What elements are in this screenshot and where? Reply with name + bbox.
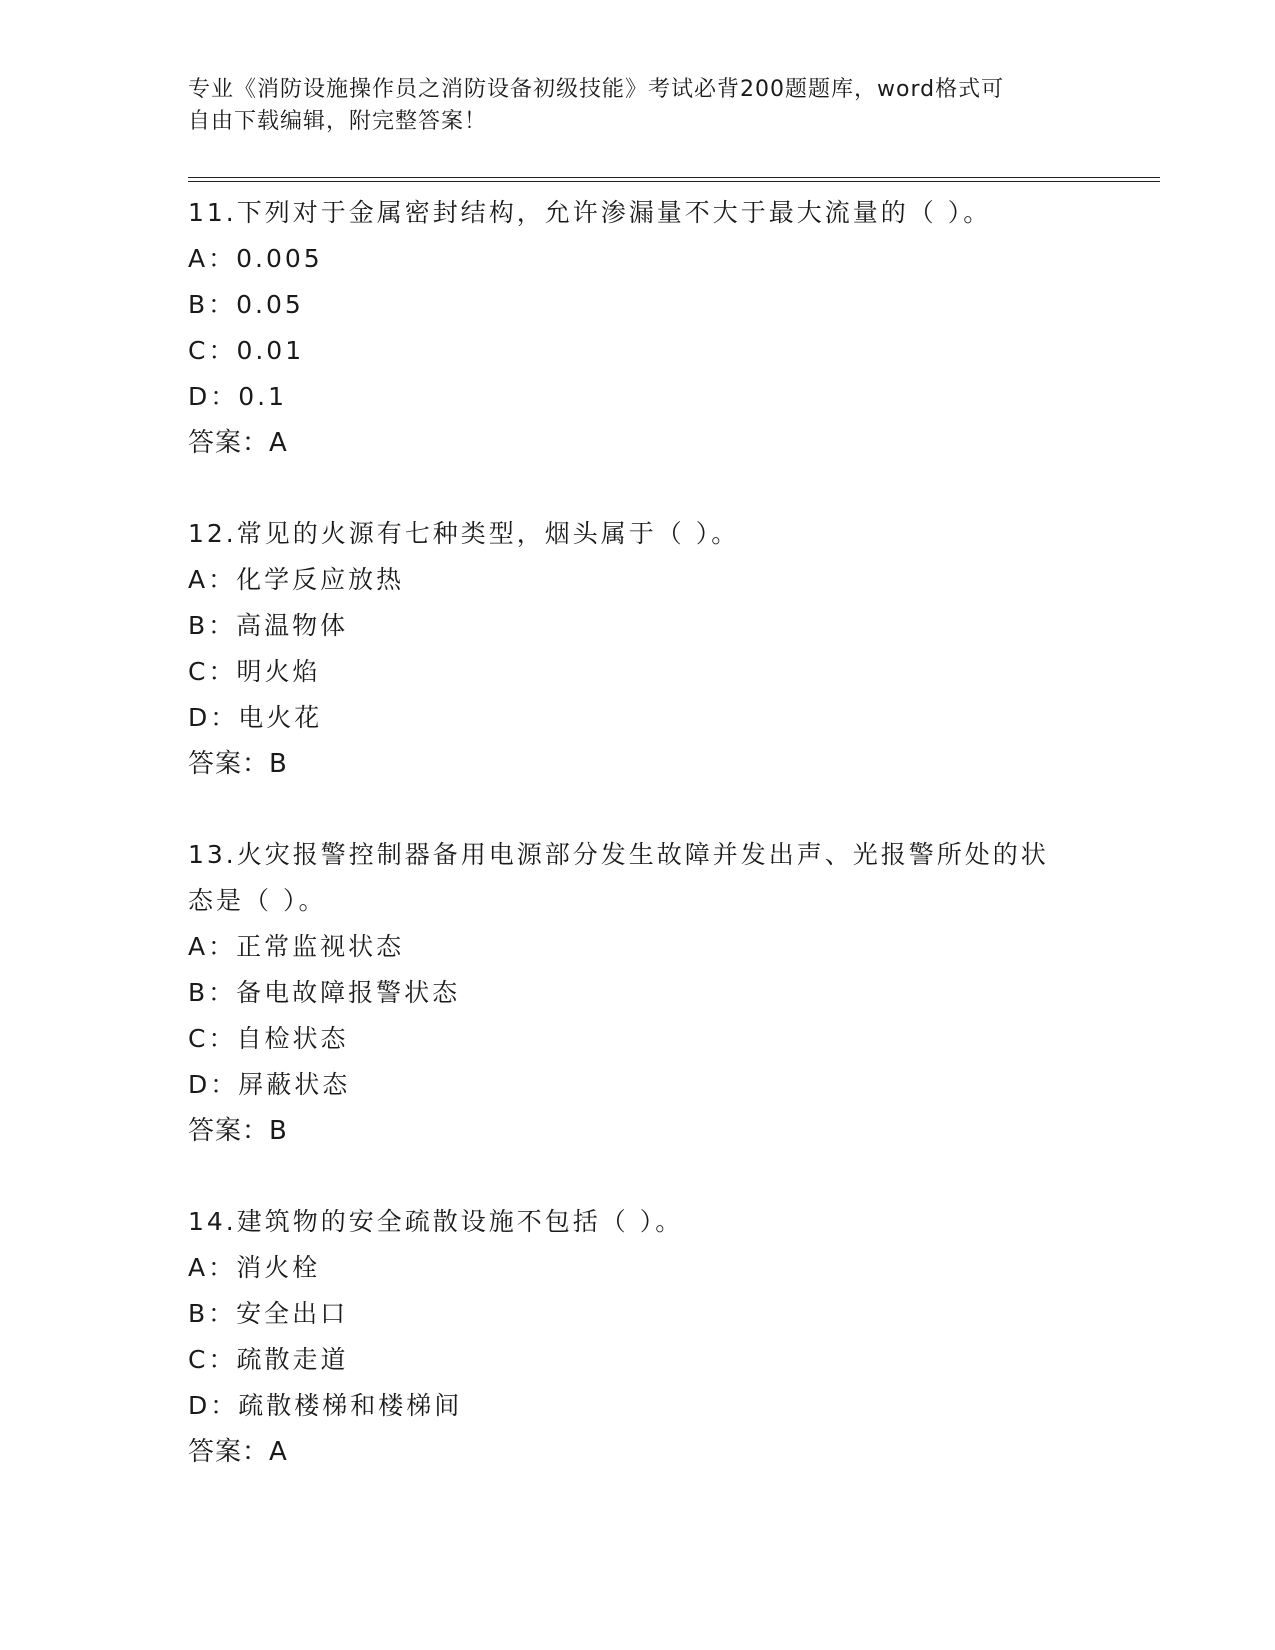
option-b: B：0.05 — [188, 290, 304, 319]
option-b: B：备电故障报警状态 — [188, 978, 461, 1007]
question-spacer — [188, 1154, 1088, 1199]
answer-line: 答案：A — [188, 428, 288, 458]
option-d: D：疏散楼梯和楼梯间 — [188, 1391, 463, 1420]
header-line-2: 自由下载编辑，附完整答案！ — [188, 109, 488, 134]
option-a: A：消火栓 — [188, 1253, 321, 1282]
answer-line: 答案：B — [188, 1116, 288, 1146]
option-d: D：电火花 — [188, 703, 323, 732]
option-b: B：高温物体 — [188, 611, 349, 640]
header-divider — [188, 177, 1160, 182]
question-stem-line: 14.建筑物的安全疏散设施不包括（ ）。 — [188, 1207, 684, 1236]
question-stem — [188, 190, 1088, 236]
option-b: B：安全出口 — [188, 1299, 349, 1328]
option-c: C：明火焰 — [188, 657, 321, 686]
option-c: C：自检状态 — [188, 1024, 349, 1053]
option-c: C：疏散走道 — [188, 1345, 349, 1374]
option-c: C：0.01 — [188, 336, 305, 365]
option-a: A：0.005 — [188, 244, 323, 273]
answer-line: 答案：B — [188, 749, 288, 779]
question-stem-line: 12.常见的火源有七种类型，烟头属于（ ）。 — [188, 519, 740, 548]
question-stem — [188, 832, 1088, 924]
question-13 — [188, 832, 1088, 1154]
option-d: D：0.1 — [188, 382, 288, 411]
question-spacer — [188, 466, 1088, 511]
question-14 — [188, 1199, 1088, 1475]
answer-line: 答案：A — [188, 1437, 288, 1467]
question-12 — [188, 511, 1088, 787]
question-11 — [188, 190, 1088, 466]
question-stem-line: 13.火灾报警控制器备用电源部分发生故障并发出声、光报警所处的状 — [188, 840, 1049, 869]
option-a: A：化学反应放热 — [188, 565, 405, 594]
question-stem-line: 11.下列对于金属密封结构，允许渗漏量不大于最大流量的（ ）。 — [188, 198, 992, 227]
question-list — [188, 190, 1088, 1475]
document-header — [188, 74, 1068, 138]
question-stem — [188, 1199, 1088, 1245]
option-a: A：正常监视状态 — [188, 932, 405, 961]
question-spacer — [188, 787, 1088, 832]
option-d: D：屏蔽状态 — [188, 1070, 351, 1099]
header-line-1: 专业《消防设施操作员之消防设备初级技能》考试必背200题题库，word格式可 — [188, 77, 1005, 102]
question-stem-line: 态是（ ）。 — [188, 886, 327, 915]
question-stem — [188, 511, 1088, 557]
